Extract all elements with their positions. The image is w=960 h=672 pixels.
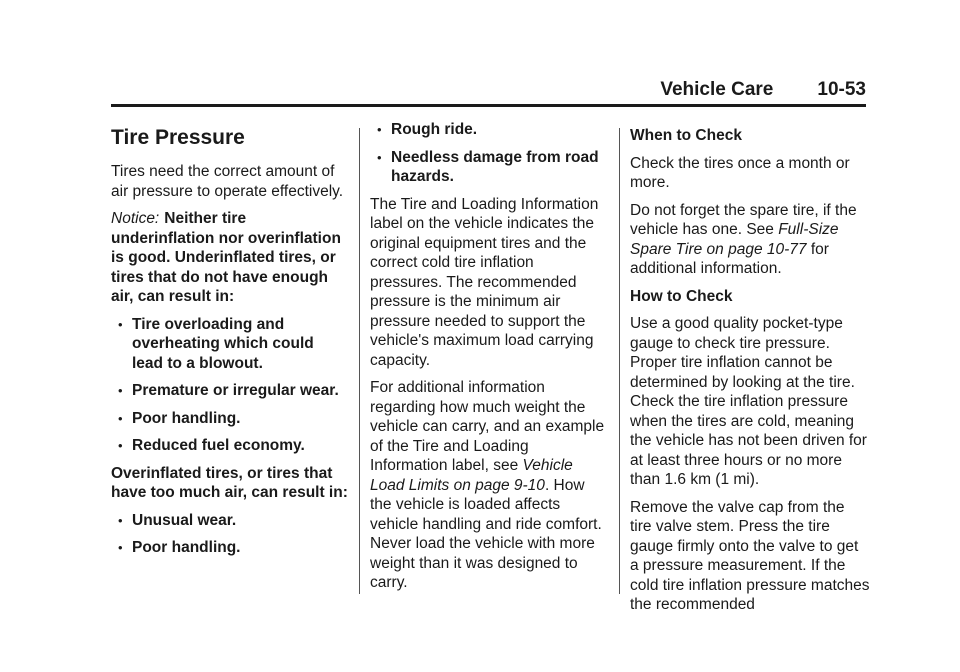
list-item: • Needless damage from road hazards. — [370, 148, 608, 187]
load-info-paragraph — [370, 378, 608, 593]
underinflation-list — [111, 315, 349, 456]
vehicle-load-limits-link[interactable]: Vehicle Load Limits on page 9-10 — [370, 457, 573, 494]
spare-text-start: Do not forget the spare tire, if the vehicle has one. See — [630, 201, 857, 238]
overinflation-list-continued — [370, 120, 608, 187]
notice-paragraph — [111, 209, 349, 307]
how-to-check-paragraph: Use a good quality pocket-type gauge to check tire pressure. Proper tire inflation cannot be determined by looking at the tire. Check the tire inflation pressure when the tires are cold, meaning the vehicle has not been driven for at least three hours or no more than 1.6 km (1 mi). — [630, 315, 867, 488]
column-3 — [630, 126, 870, 623]
label-info-paragraph: The Tire and Loading Information label on the vehicle indicates the original equipment tires and the correct cold tire inflation pressures. The recommended pressure is the minimum air pressure needed to support the vehicle's maximum load carrying capacity. — [370, 195, 599, 369]
list-item: • Rough ride. — [370, 120, 608, 140]
overinflation-list — [111, 511, 349, 558]
overinflation-paragraph: Overinflated tires, or tires that have too much air, can result in: — [111, 464, 348, 501]
load-info-text-start: For additional information regarding how much weight the vehicle can carry, and an example of the Tire and Loading Information label, see — [370, 379, 605, 474]
header-rule — [111, 104, 866, 107]
load-info-text-end: . How the vehicle is loaded affects vehicle handling and ride comfort. Never load the vehicle with more weight than it was designed to carry. — [370, 476, 602, 591]
column-2 — [370, 121, 608, 601]
column-1 — [111, 126, 349, 566]
intro-paragraph: Tires need the correct amount of air pressure to operate effectively. — [111, 163, 344, 200]
list-item: • Unusual wear. — [111, 511, 349, 531]
list-item: • Poor handling. — [111, 409, 349, 429]
column-divider-2 — [619, 128, 620, 594]
spare-tire-link[interactable]: Full-Size Spare Tire on page 10-77 — [630, 221, 839, 258]
notice-label: Notice: — [111, 210, 160, 227]
notice-text: Neither tire underinflation nor overinflation is good. Underinflated tires, or tires that do not have enough air, can result in: — [111, 210, 341, 305]
valve-cap-paragraph: Remove the valve cap from the tire valve stem. Press the tire gauge firmly onto the valve to get a pressure measurement. If the cold tire inflation pressure matches the recommended — [630, 498, 870, 613]
when-to-check-paragraph: Check the tires once a month or more. — [630, 154, 850, 191]
column-divider-1 — [359, 128, 360, 594]
how-to-check-heading: How to Check — [630, 287, 733, 305]
spare-tire-paragraph — [630, 201, 870, 279]
section-title: Vehicle Care — [660, 79, 774, 100]
list-item: • Poor handling. — [111, 538, 349, 558]
list-item: • Tire overloading and overheating which could lead to a blowout. — [111, 315, 349, 374]
when-to-check-heading: When to Check — [630, 127, 742, 144]
page-header — [111, 80, 866, 100]
page-number: 10-53 — [817, 79, 866, 100]
section-heading-tire-pressure: Tire Pressure — [111, 126, 245, 149]
list-item: • Reduced fuel economy. — [111, 436, 349, 456]
list-item: • Premature or irregular wear. — [111, 381, 349, 401]
spare-text-end: for additional information. — [630, 240, 829, 277]
